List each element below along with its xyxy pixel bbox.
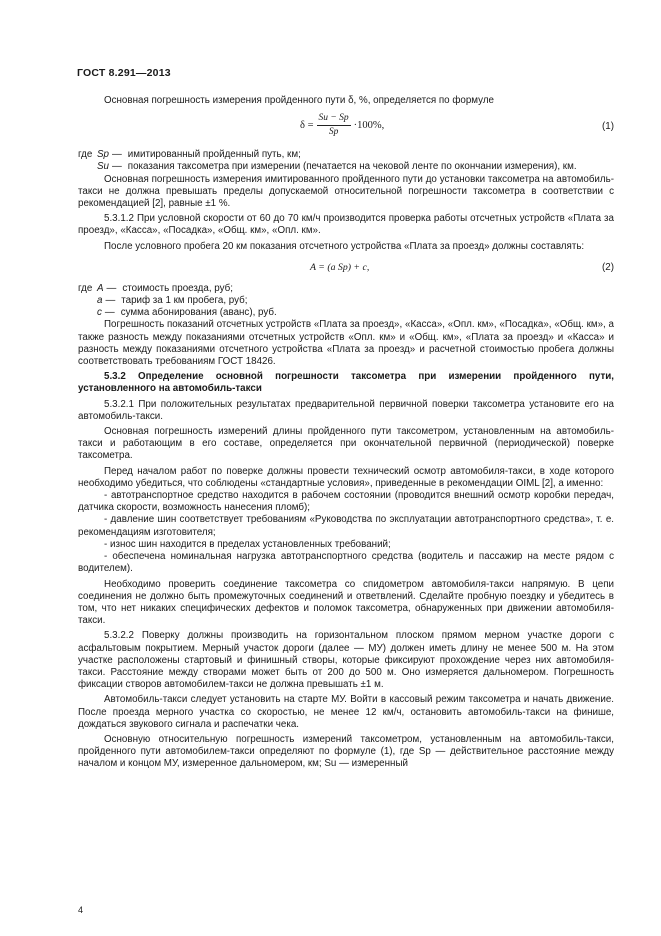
where-dash: —	[111, 161, 122, 173]
formula-1-tail: ·100%,	[353, 119, 385, 131]
where-text: стоимость проезда, руб;	[122, 282, 233, 294]
intro-paragraph: Основная погрешность измерения пройденного пути δ, %, определяется по формуле	[104, 95, 494, 106]
paragraph: Перед началом работ по поверке должны провести технический осмотр автомобиля-такси, в ходе которого необходимо убедиться, что соблюдены «стандартные условия», приведенные в рекомендации OIML [2], а именно:	[78, 465, 614, 489]
document-body	[78, 95, 614, 771]
formula-1-numerator: Su − Sp	[317, 113, 351, 126]
paragraph: Погрешность показаний отсчетных устройств «Плата за проезд», «Касса», «Опл. км», «Посадка», «Общ. км», а также разность между показаниями отсчетных устройств «Опл. км» и «Общ. км», «Плата за проезд» и «Касса» и разность между показаниями отсчетного устройства «Плата за проезд» и расчетной стоимостью пробега должны соответствовать требованиям ГОСТ 18426.	[78, 319, 614, 368]
where-symbol: A	[97, 282, 104, 294]
where-symbol: Sp	[97, 149, 109, 161]
where-lead: где	[78, 149, 93, 161]
where-2-item-c	[78, 307, 614, 319]
where-lead: где	[78, 282, 93, 294]
formula-1	[78, 113, 614, 143]
section-heading-532: 5.3.2 Определение основной погрешности таксометра при измерении пройденного пути, установленного на автомобиль-такси	[78, 371, 614, 395]
formula-1-number: (1)	[602, 121, 614, 133]
formula-2	[78, 259, 614, 277]
where-text: имитированный пройденный путь, км;	[127, 149, 301, 161]
formula-2-expression: A = (a Sp) + c,	[310, 261, 370, 273]
formula-2-number: (2)	[602, 261, 614, 273]
page-number: 4	[78, 905, 84, 915]
list-item: - обеспечена номинальная нагрузка автотранспортного средства (водитель и пассажир на месте рядом с водителем).	[78, 551, 614, 575]
where-2-item-tariff	[78, 295, 614, 307]
list-item: - автотранспортное средство находится в рабочем состоянии (проводится внешний осмотр коробки передач, датчика скорости, возможность нанесения пломб);	[78, 490, 614, 514]
where-text: сумма абонирования (аванс), руб.	[120, 307, 277, 319]
paragraph: После условного пробега 20 км показания отсчетного устройства «Плата за проезд» должны составлять:	[104, 240, 585, 252]
document-header: ГОСТ 8.291—2013	[77, 67, 171, 79]
paragraph: Основную относительную погрешность измерений таксометром, установленным на автомобиль-такси, пройденного пути автомобилем-такси определяют по формуле (1), где Sp — действительное расстояние между началом и концом МУ, измеренное дальномером, км; Su — измеренный	[78, 733, 614, 770]
paragraph: Автомобиль-такси следует установить на старте МУ. Войти в кассовый режим таксометра и начать движение. После проезда мерного участка со скоростью, не менее 12 км/ч, остановить автомобиль-такси на финише, дождаться звукового сигнала и распечатки чека.	[78, 694, 614, 730]
paragraph-5312: 5.3.1.2 При условной скорости от 60 до 70 км/ч производится проверка работы отсчетных устройств «Плата за проезд», «Касса», «Посадка», «Общ. км», «Опл. км».	[78, 213, 614, 237]
where-2-item-a	[78, 283, 614, 295]
where-dash: —	[106, 282, 117, 294]
paragraph-5322: 5.3.2.2 Поверку должны производить на горизонтальном плоском прямом мерном участке дороги с асфальтовым покрытием. Мерный участок дороги (далее — МУ) должен иметь длину не менее 500 м. На этом участке расположены стартовый и финишный створы, которые фиксируют прохождение через них автомобиля-такси. Расстояние между створами может быть от 200 до 500 м. Оно измеряется дальномером. Погрешность фиксации створов автомобилем-такси не должна превышать ±1 м.	[78, 630, 614, 691]
formula-1-denominator: Sp	[328, 127, 339, 138]
paragraph: Основная погрешность измерения имитированного пройденного пути до установки таксометра на автомобиль-такси не должна превышать пределы допускаемой относительной погрешности таксометра в соответствии с рекомендацией [2], равные ±1 %.	[78, 173, 614, 210]
where-symbol: Su	[97, 161, 109, 173]
where-text: тариф за 1 км пробега, руб;	[121, 295, 248, 307]
where-symbol: c	[97, 307, 102, 319]
list-item: - износ шин находится в пределах установленных требований;	[104, 538, 391, 550]
formula-1-expression	[300, 113, 384, 138]
where-1-item-su	[78, 161, 614, 173]
where-dash: —	[105, 295, 116, 307]
where-text: показания таксометра при измерении (печатается на чековой ленте по окончании измерения), км.	[127, 161, 577, 173]
where-symbol: a	[97, 295, 103, 307]
paragraph-5321: 5.3.2.1 При положительных результатах предварительной первичной поверки таксометра установите его на автомобиль-такси.	[78, 398, 614, 422]
formula-1-lhs: δ =	[300, 119, 314, 131]
where-dash: —	[104, 307, 115, 319]
where-dash: —	[111, 149, 122, 161]
formula-1-fraction	[317, 113, 351, 138]
where-1-item-sp	[78, 149, 614, 161]
list-item: - давление шин соответствует требованиям «Руководства по эксплуатации автотранспортного средства», т. е. рекомендациям изготовителя;	[78, 514, 614, 538]
paragraph: Необходимо проверить соединение таксометра со спидометром автомобиля-такси напрямую. В цепи соединения не должно быть промежуточных соединений и ответвлений. Сделайте пробную поездку и убедитесь в том, что нет никаких специфических дефектов и поломок таксометра, обнаруженных при движении автомобиля-такси.	[78, 578, 614, 627]
paragraph: Основная погрешность измерений длины пройденного пути таксометром, установленным на автомобиль-такси и работающим в его составе, определяется при окончательной первичной (периодической) поверке таксометра.	[78, 426, 614, 462]
